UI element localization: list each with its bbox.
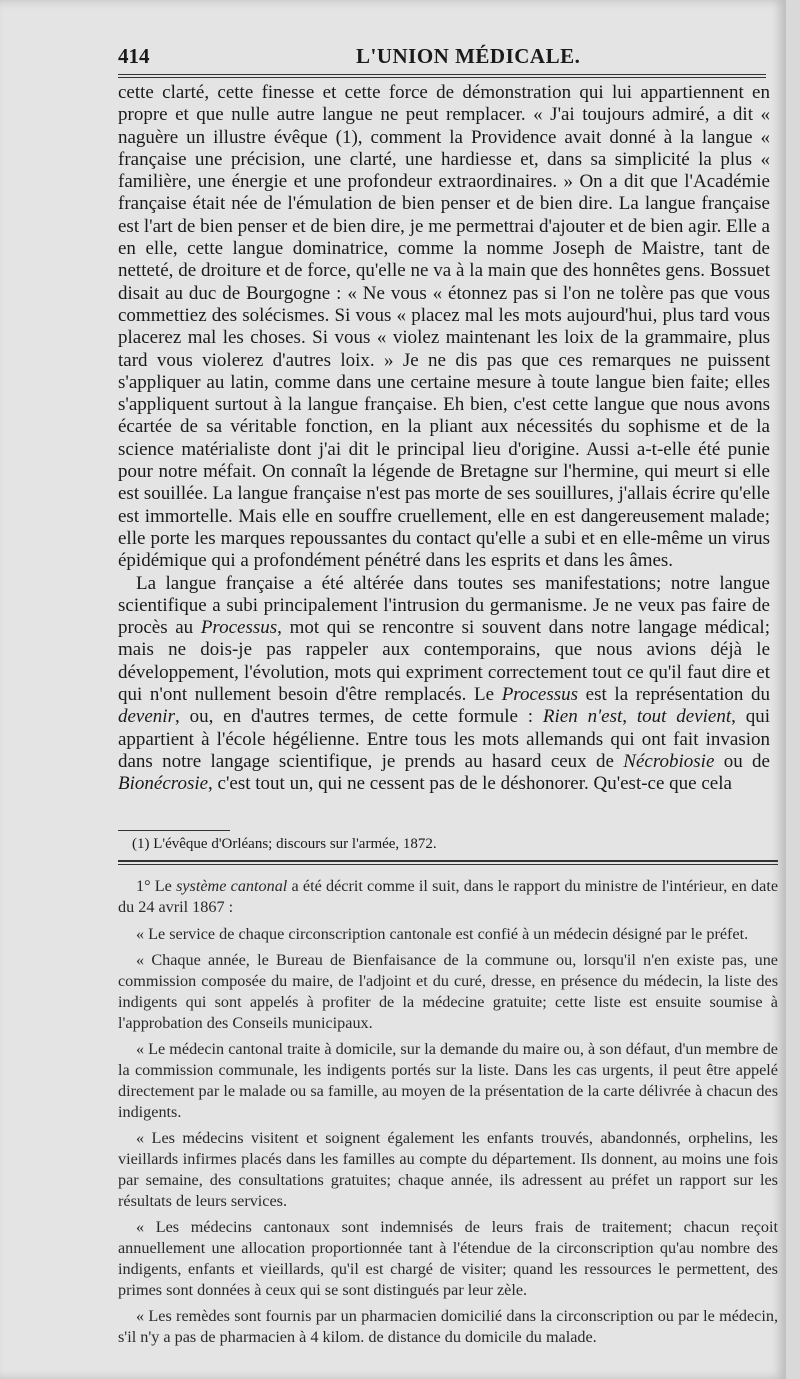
- page-header: [118, 40, 766, 70]
- text-run: , ou, en d'autres termes, de cette formule :: [174, 706, 543, 728]
- annex-paragraph: « Les remèdes sont fournis par un pharmacien domicilié dans la circonscription ou par le médecin, s'il n'y a pas de pharmacien à 4 kilom. de distance du domicile du malade.: [118, 1307, 778, 1346]
- main-text: [118, 82, 770, 796]
- italic-term: Nécrobiosie: [623, 750, 715, 772]
- footnote: (1) L'évêque d'Orléans; discours sur l'armée, 1872.: [132, 836, 437, 852]
- text-run: est la représentation du: [578, 684, 771, 706]
- header-rule: [118, 74, 766, 78]
- main-paragraph: [118, 573, 770, 796]
- page-number: 414: [118, 44, 150, 68]
- annex-paragraph: « Chaque année, le Bureau de Bienfaisance de la commune ou, lorsqu'il n'en existe pas, une commission composée du maire, de l'adjoint et du curé, dresse, en présence du médecin, la liste des indigents qui sont appelés à profiter de la médecine gratuite; cette liste est ensuite soumise à l'approbation des Conseils municipaux.: [118, 951, 778, 1032]
- annex-paragraph: « Le médecin cantonal traite à domicile, sur la demande du maire ou, à son défaut, d'un membre de la commission communale, les indigents portés sur la liste. Dans les cas urgents, il peut être appelé directement par le malade ou sa famille, au moyen de la présentation de la carte délivrée à chacun des indigents.: [118, 1040, 778, 1121]
- italic-term: tout devient: [636, 706, 732, 728]
- annex-paragraph: [118, 876, 778, 918]
- annex-paragraph: « Les médecins visitent et soignent également les enfants trouvés, abandonnés, orphelins, les vieillards infirmes placés dans les familles au compte du département. Ils donnent, au moins une fois par semaine, des consultations gratuites; chaque année, ils adressent au préfet un rapport sur les résultats de leurs services.: [118, 1129, 778, 1210]
- italic-term: devenir: [118, 706, 175, 728]
- main-paragraph: cette clarté, cette finesse et cette force de démonstration qui lui appartiennent en propre et que nulle autre langue ne peut remplacer. « J'ai toujours admiré, a dit « naguère un illustre évêque (1), comment la Providence avait donné à la langue « française une précision, une clarté, une hardiesse et, dans sa simplicité la plus « familière, une énergie et une profondeur extraordinaires. » On a dit que l'Académie française était née de l'émulation de bien penser et de bien dire. La langue française est l'art de bien penser et de bien dire, je me permettrai d'ajouter et de bien agir. Elle a en elle, cette langue dominatrice, comme la nomme Joseph de Maistre, tant de netteté, de droiture et de force, qu'elle ne va à la main que des honnêtes gens. Bossuet disait au duc de Bourgogne : « Ne vous « étonnez pas si l'on ne tolère pas que vous commettiez des solécismes. Si vous « placez mal les mots aujourd'hui, plus tard vous placerez mal les choses. Si vous « violez maintenant les loix de la grammaire, plus tard vous violerez d'autres loix. » Je ne dis pas que ces remarques ne puissent s'appliquer au latin, comme dans une certaine mesure à toute langue bien faite; elles s'appliquent surtout à la langue française. Eh bien, c'est cette langue que nous avons écartée de sa véritable fonction, en la pliant aux nécessités du sophisme et de la science matérialiste dont j'ai dit le principal lieu d'origine. Aussi a-t-elle été punie pour notre méfait. On connaît la légende de Bretagne sur l'hermine, qui meurt si elle est souillée. La langue française n'est pas morte de ses souillures, j'allais écrire qu'elle est immortelle. Mais elle en souffre cruellement, elle en est dangereusement malade; elle porte les marques repoussantes du contact qu'elle a subi et en elle-même un virus épidémique qui a profondément pénétré dans les esprits et dans les âmes.: [118, 82, 770, 572]
- text-run: , qui appartient à l'école hégélienne. Entre tous les mots allemands qui ont fait invasion dans notre langage scientifique, je prends au hasard ceux de: [118, 706, 770, 772]
- running-title: L'UNION MÉDICALE.: [356, 44, 581, 68]
- text-run: , c'est tout un, qui ne cessent pas de le déshonorer. Qu'est-ce que cela: [208, 773, 732, 795]
- italic-term: Rien n'est: [542, 706, 623, 728]
- italic-term: système cantonal: [176, 877, 288, 895]
- text-run: La langue française a été altérée dans toutes ses manifestations; notre langue scientifique a subi principalement l'intrusion du germanisme. Je ne veux pas faire de procès au: [118, 572, 770, 639]
- section-divider: [118, 860, 778, 865]
- text-run: ,: [622, 706, 637, 728]
- italic-term: Processus: [501, 684, 579, 706]
- text-run: ou de: [714, 750, 770, 772]
- annex-paragraph: « Le service de chaque circonscription cantonale est confié à un médecin désigné par le préfet.: [136, 925, 749, 943]
- text-run: , mot qui se rencontre si souvent dans notre langage médical; mais ne dois-je pas rappeler aux contemporains, que nous avions déjà le développement, l'évolution, mots qui expriment correctement tout ce qu'il faut dire et qui n'ont nullement besoin d'être remplacés. Le: [118, 617, 770, 706]
- italic-term: Bionécrosie: [118, 773, 209, 795]
- footnote-rule: [118, 830, 230, 831]
- annex-paragraph: « Les médecins cantonaux sont indemnisés de leurs frais de traitement; chacun reçoit annuellement une allocation proportionnée tant à l'étendue de la circonscription qu'au nombre des indigents, enfants et vieillards, qu'il est chargé de visiter; quand les ressources le permettent, des primes sont données à ceux qui se sont distingués par leur zèle.: [118, 1218, 778, 1299]
- annex-text: [118, 876, 778, 1353]
- italic-term: Processus: [200, 617, 278, 639]
- text-run: a été décrit comme il suit, dans le rapport du ministre de l'intérieur, en date du 24 avril 1867 :: [118, 877, 779, 916]
- text-run: 1° Le: [136, 877, 177, 895]
